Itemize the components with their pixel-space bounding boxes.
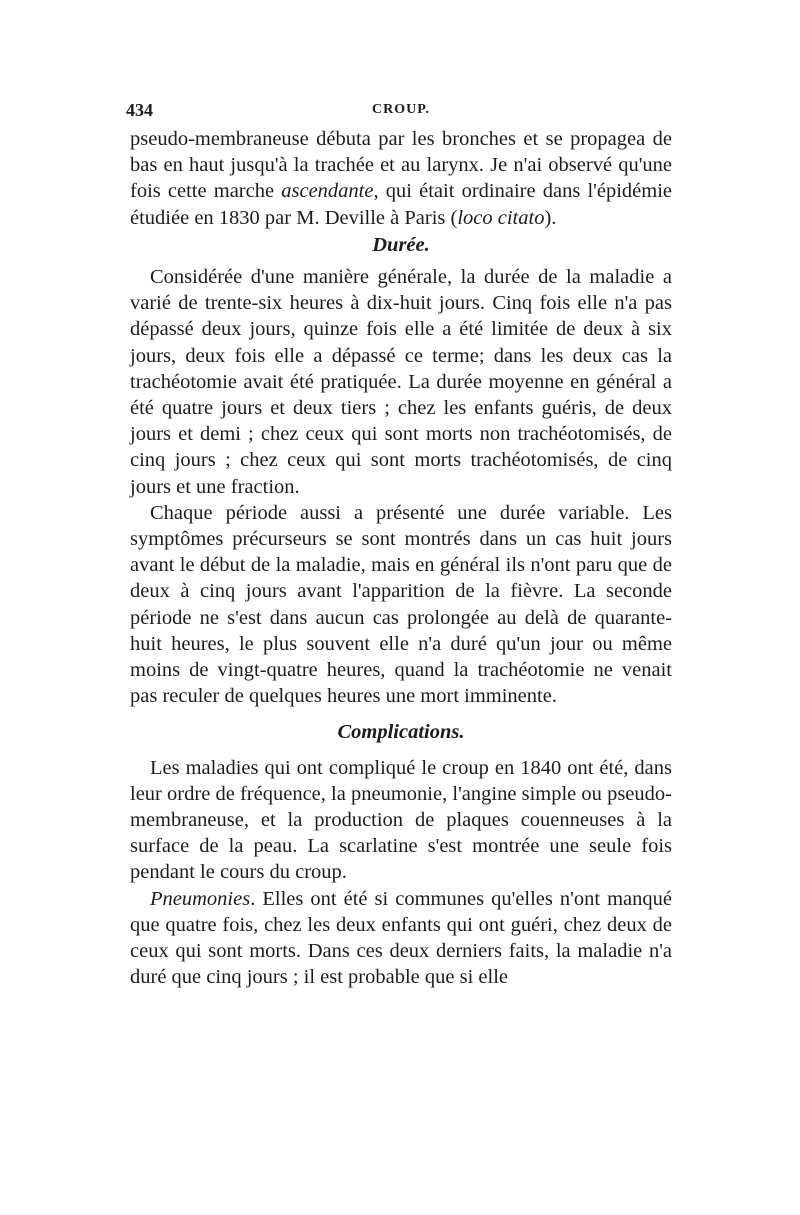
emphasis-text: ascendante [281, 180, 374, 203]
section-title-complications: Complications. [337, 721, 465, 744]
book-page [126, 100, 672, 991]
paragraph-text: . Elles ont été si communes qu'elles n'ont manqué que quatre fois, chez les deux enfants qui ont guéri, chez deux de ceux qui sont morts. Dans ces deux derniers faits, la maladie n'a duré que cinq jours ; il est probable que si elle [130, 887, 672, 989]
page-number: 434 [126, 100, 153, 120]
running-head: CROUP. [372, 102, 430, 117]
paragraph-text: , qui était ordinaire dans l'épidémie étudiée en 1830 par M. Deville à Paris ( [130, 180, 672, 229]
paragraph-text: pseudo-membraneuse débuta par les bronches et se propagea de bas en haut jusqu'à la trachée et au larynx. Je n'ai observé qu'une fois cette marche [130, 128, 672, 203]
paragraph-pneumonies [130, 886, 672, 991]
paragraph-text: ). [544, 206, 557, 229]
paragraph-complications: Les maladies qui ont compliqué le croup en 1840 ont été, dans leur ordre de fréquence, la pneumonie, l'angine simple ou pseudo-membraneuse, et la production de plaques couenneuses à la surface de la peau. La scarlatine s'est montrée une seule fois pendant le cours du croup. [130, 756, 672, 884]
section-title-duree: Durée. [372, 233, 430, 256]
emphasis-text: Pneumonies [150, 887, 251, 910]
page-body [130, 126, 672, 991]
paragraph-intro [130, 126, 672, 231]
paragraph-periodes: Chaque période aussi a présenté une durée variable. Les symptômes précurseurs se sont montrés dans un cas huit jours avant le début de la maladie, mais en général ils n'ont paru que de deux à cinq jours avant l'apparition de la fièvre. La seconde période ne s'est dans aucun cas prolongée au delà de quarante-huit heures, le plus souvent elle n'a duré qu'un jour ou même moins de vingt-quatre heures, quand la trachéotomie ne venait pas reculer de quelques heures une mort imminente. [130, 501, 672, 708]
page-header [126, 100, 672, 126]
paragraph-duree: Considérée d'une manière générale, la durée de la maladie a varié de trente-six heures à dix-huit jours. Cinq fois elle n'a pas dépassé deux jours, quinze fois elle a été limitée de deux à six jours, deux fois elle a dépassé ce terme; dans les deux cas la trachéotomie avait été pratiquée. La durée moyenne en général a été quatre jours et deux tiers ; chez les enfants guéris, de deux jours et demi ; chez ceux qui sont morts non trachéotomisés, de cinq jours ; chez ceux qui sont morts trachéotomisés, de cinq jours et une fraction. [130, 266, 672, 498]
emphasis-text: loco citato [457, 206, 545, 229]
